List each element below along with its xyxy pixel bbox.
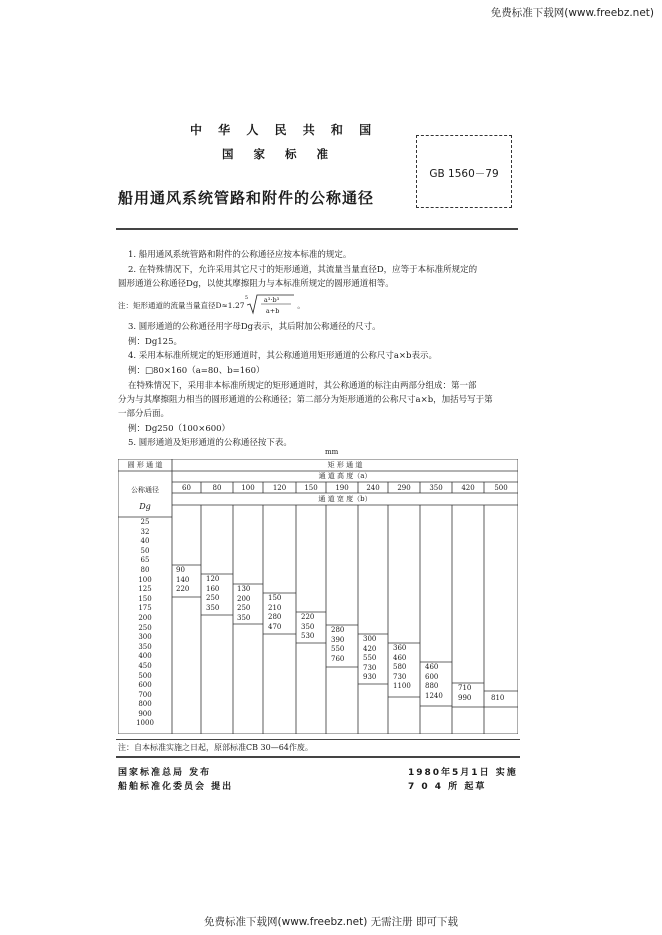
height-value: 500 <box>494 484 508 492</box>
height-value: 290 <box>397 484 411 492</box>
paragraph-5a: 在特殊情况下，采用非本标准所规定的矩形通道时，其公称通道的标注由两部分组成：第一部 <box>128 381 477 391</box>
height-value: 190 <box>335 484 349 492</box>
width-values-col-290: 360 460 580 730 1100 <box>393 644 411 690</box>
paragraph-5c: 一部分后面。 <box>118 409 170 419</box>
footnote: 注：自本标准实施之日起，原部标准CB 30—64作废。 <box>118 743 313 752</box>
height-value: 60 <box>182 484 191 492</box>
dg-value-list: 25 32 40 50 65 80 100 125 150 175 200 250 300 350 400 450 500 600 700 800 900 1000 <box>136 518 154 728</box>
standard-code: GB 1560－79 <box>429 168 499 180</box>
standard-type-heading: 国 家 标 准 <box>222 147 337 161</box>
root-index: 5 <box>244 295 249 301</box>
footer-rule <box>116 756 520 758</box>
formula-root <box>244 295 295 315</box>
header-round-channel: 圆 形 通 道 <box>127 461 163 469</box>
example-2: 例：□80×160（a=80、b=160） <box>128 366 265 376</box>
formula-denominator: a+b <box>265 307 280 315</box>
header-width: 通 道 宽 度（b） <box>318 495 372 503</box>
country-heading: 中 华 人 民 共 和 国 <box>190 123 378 137</box>
header-nominal: 公称通径 <box>131 486 159 494</box>
drafting-institute: 7 0 4 所 起草 <box>408 782 487 792</box>
header-height: 通 道 高 度（a） <box>318 472 372 480</box>
paragraph-1: 1. 船用通风系统管路和附件的公称通径应按本标准的规定。 <box>128 250 352 260</box>
height-value: 350 <box>429 484 443 492</box>
site-top-link[interactable]: 免费标准下载网(www.freebz.net) <box>490 7 654 19</box>
width-values-col-420: 710 990 <box>458 684 472 702</box>
height-value: 80 <box>212 484 222 492</box>
height-value: 150 <box>304 484 318 492</box>
paragraph-2b: 圆形通道公称通径Dg，以使其摩擦阻力与本标准所规定的圆形通道相等。 <box>118 279 394 289</box>
issuer-publish: 国家标准总局 发布 <box>118 768 212 778</box>
width-values-col-350: 460 600 880 1240 <box>425 663 443 700</box>
width-values-col-100: 130 200 250 350 <box>237 585 251 622</box>
example-1: 例：Dg125。 <box>128 337 182 347</box>
paragraph-4: 4. 采用本标准所规定的矩形通道时，其公称通道用矩形通道的公称尺寸a×b表示。 <box>128 351 437 361</box>
standard-code-box <box>416 135 512 208</box>
height-value: 120 <box>272 484 287 492</box>
note-formula <box>118 295 305 315</box>
header-dg: Dg <box>139 502 151 511</box>
site-bottom-link[interactable]: 免费标准下载网(www.freebz.net) 无需注册 即可下载 <box>204 916 458 928</box>
example-3: 例：Dg250（100×600） <box>128 424 231 434</box>
height-value: 420 <box>461 484 475 492</box>
paragraph-5b: 分为与其摩擦阻力相当的圆形通道的公称通径；第二部分为矩形通道的公称尺寸a×b，加括号写于第 <box>118 395 493 405</box>
paragraph-3: 3. 圆形通道的公称通径用字母Dg表示，其后附加公称通径的尺寸。 <box>128 322 381 332</box>
width-values-col-240: 300 420 550 730 930 <box>363 635 377 681</box>
width-values-col-500: 810 <box>491 694 505 702</box>
height-value: 240 <box>366 484 380 492</box>
width-values-col-190: 280 390 550 760 <box>331 626 345 663</box>
width-values-col-150: 220 350 530 <box>301 613 315 640</box>
nominal-diameter-table <box>118 459 518 734</box>
header-rule <box>116 228 518 230</box>
issuer-propose: 船舶标准化委员会 提出 <box>118 782 234 792</box>
header-rect-channel: 矩 形 通 道 <box>327 461 363 469</box>
width-values-col-120: 150 210 280 470 <box>268 594 282 631</box>
page-title: 船用通风系统管路和附件的公称通径 <box>118 189 375 207</box>
note-label: 注：矩形通道的流量当量直径D≈1.27 <box>118 301 245 310</box>
formula-numerator: a³·b³ <box>263 296 280 304</box>
note-end: 。 <box>297 301 305 310</box>
paragraph-2a: 2. 在特殊情况下，允许采用其它尺寸的矩形通道，其流量当量直径D，应等于本标准所规定的 <box>128 265 478 275</box>
unit-label: mm <box>325 448 339 456</box>
table-bottom-rule <box>116 739 520 740</box>
width-values-col-80: 120 160 250 350 <box>206 575 220 612</box>
effective-date: 1980年5月1日 实施 <box>408 768 518 778</box>
width-values-col-60: 90 140 220 <box>176 566 190 593</box>
height-value: 100 <box>241 484 255 492</box>
paragraph-6: 5. 圆形通道及矩形通道的公称通径按下表。 <box>128 438 292 448</box>
